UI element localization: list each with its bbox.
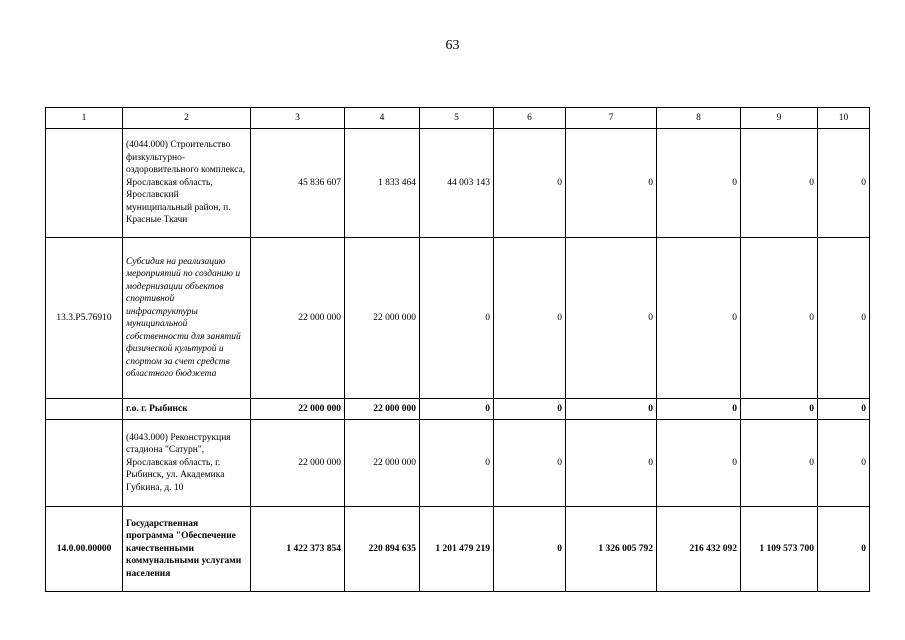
table-row (46, 238, 870, 399)
row-name: г.о. г. Рыбинск (123, 399, 251, 420)
column-header: 2 (123, 108, 251, 129)
row-value: 0 (494, 507, 566, 592)
row-value: 0 (420, 420, 494, 507)
column-header: 10 (818, 108, 870, 129)
budget-table (45, 107, 870, 592)
row-value: 22 000 000 (345, 399, 420, 420)
row-code (46, 129, 123, 238)
row-value: 45 836 607 (251, 129, 345, 238)
row-value: 0 (657, 399, 741, 420)
row-value: 44 003 143 (420, 129, 494, 238)
row-name: Государственная программа "Обеспечение качественными коммунальными услугами населения (123, 507, 251, 592)
row-value: 0 (420, 399, 494, 420)
row-value: 1 422 373 854 (251, 507, 345, 592)
row-value: 0 (566, 238, 657, 399)
row-value: 0 (741, 238, 818, 399)
table-header-row (46, 108, 870, 129)
row-value: 0 (818, 420, 870, 507)
row-value: 22 000 000 (251, 399, 345, 420)
row-value: 22 000 000 (251, 420, 345, 507)
row-value: 0 (741, 129, 818, 238)
row-name: Субсидия на реализацию мероприятий по созданию и модернизации объектов спортивной инфраструктуры муниципальной собственности для занятий физической культурой и спортом за счет средств областного бюджета (123, 238, 251, 399)
row-value: 0 (494, 238, 566, 399)
row-value: 1 833 464 (345, 129, 420, 238)
row-value: 22 000 000 (345, 238, 420, 399)
column-header: 3 (251, 108, 345, 129)
table-row (46, 129, 870, 238)
row-value: 1 326 005 792 (566, 507, 657, 592)
row-value: 22 000 000 (345, 420, 420, 507)
table-row (46, 507, 870, 592)
row-value: 0 (566, 399, 657, 420)
column-header: 4 (345, 108, 420, 129)
row-code: 13.3.P5.76910 (46, 238, 123, 399)
row-value: 0 (741, 420, 818, 507)
row-value: 0 (494, 420, 566, 507)
row-code (46, 399, 123, 420)
row-value: 22 000 000 (251, 238, 345, 399)
column-header: 7 (566, 108, 657, 129)
row-value: 0 (420, 238, 494, 399)
row-value: 0 (818, 507, 870, 592)
row-value: 0 (494, 129, 566, 238)
row-code: 14.0.00.00000 (46, 507, 123, 592)
row-value: 0 (741, 399, 818, 420)
row-value: 0 (818, 238, 870, 399)
table-row (46, 420, 870, 507)
row-value: 0 (566, 420, 657, 507)
column-header: 9 (741, 108, 818, 129)
row-value: 0 (818, 399, 870, 420)
page-number: 63 (445, 38, 460, 53)
row-value: 0 (494, 399, 566, 420)
row-value: 0 (818, 129, 870, 238)
row-value: 0 (657, 238, 741, 399)
row-value: 1 201 479 219 (420, 507, 494, 592)
table-row (46, 399, 870, 420)
row-value: 220 894 635 (345, 507, 420, 592)
column-header: 6 (494, 108, 566, 129)
row-value: 216 432 092 (657, 507, 741, 592)
row-code (46, 420, 123, 507)
row-name: (4043.000) Реконструкция стадиона "Сатурн", Ярославская область, г. Рыбинск, ул. Академика Губкина, д. 10 (123, 420, 251, 507)
row-value: 1 109 573 700 (741, 507, 818, 592)
row-value: 0 (657, 420, 741, 507)
row-name: (4044.000) Строительство физкультурно-оздоровительного комплекса, Ярославская область, Ярославский муниципальный район, п. Красные Ткачи (123, 129, 251, 238)
column-header: 1 (46, 108, 123, 129)
column-header: 8 (657, 108, 741, 129)
row-value: 0 (566, 129, 657, 238)
column-header: 5 (420, 108, 494, 129)
row-value: 0 (657, 129, 741, 238)
